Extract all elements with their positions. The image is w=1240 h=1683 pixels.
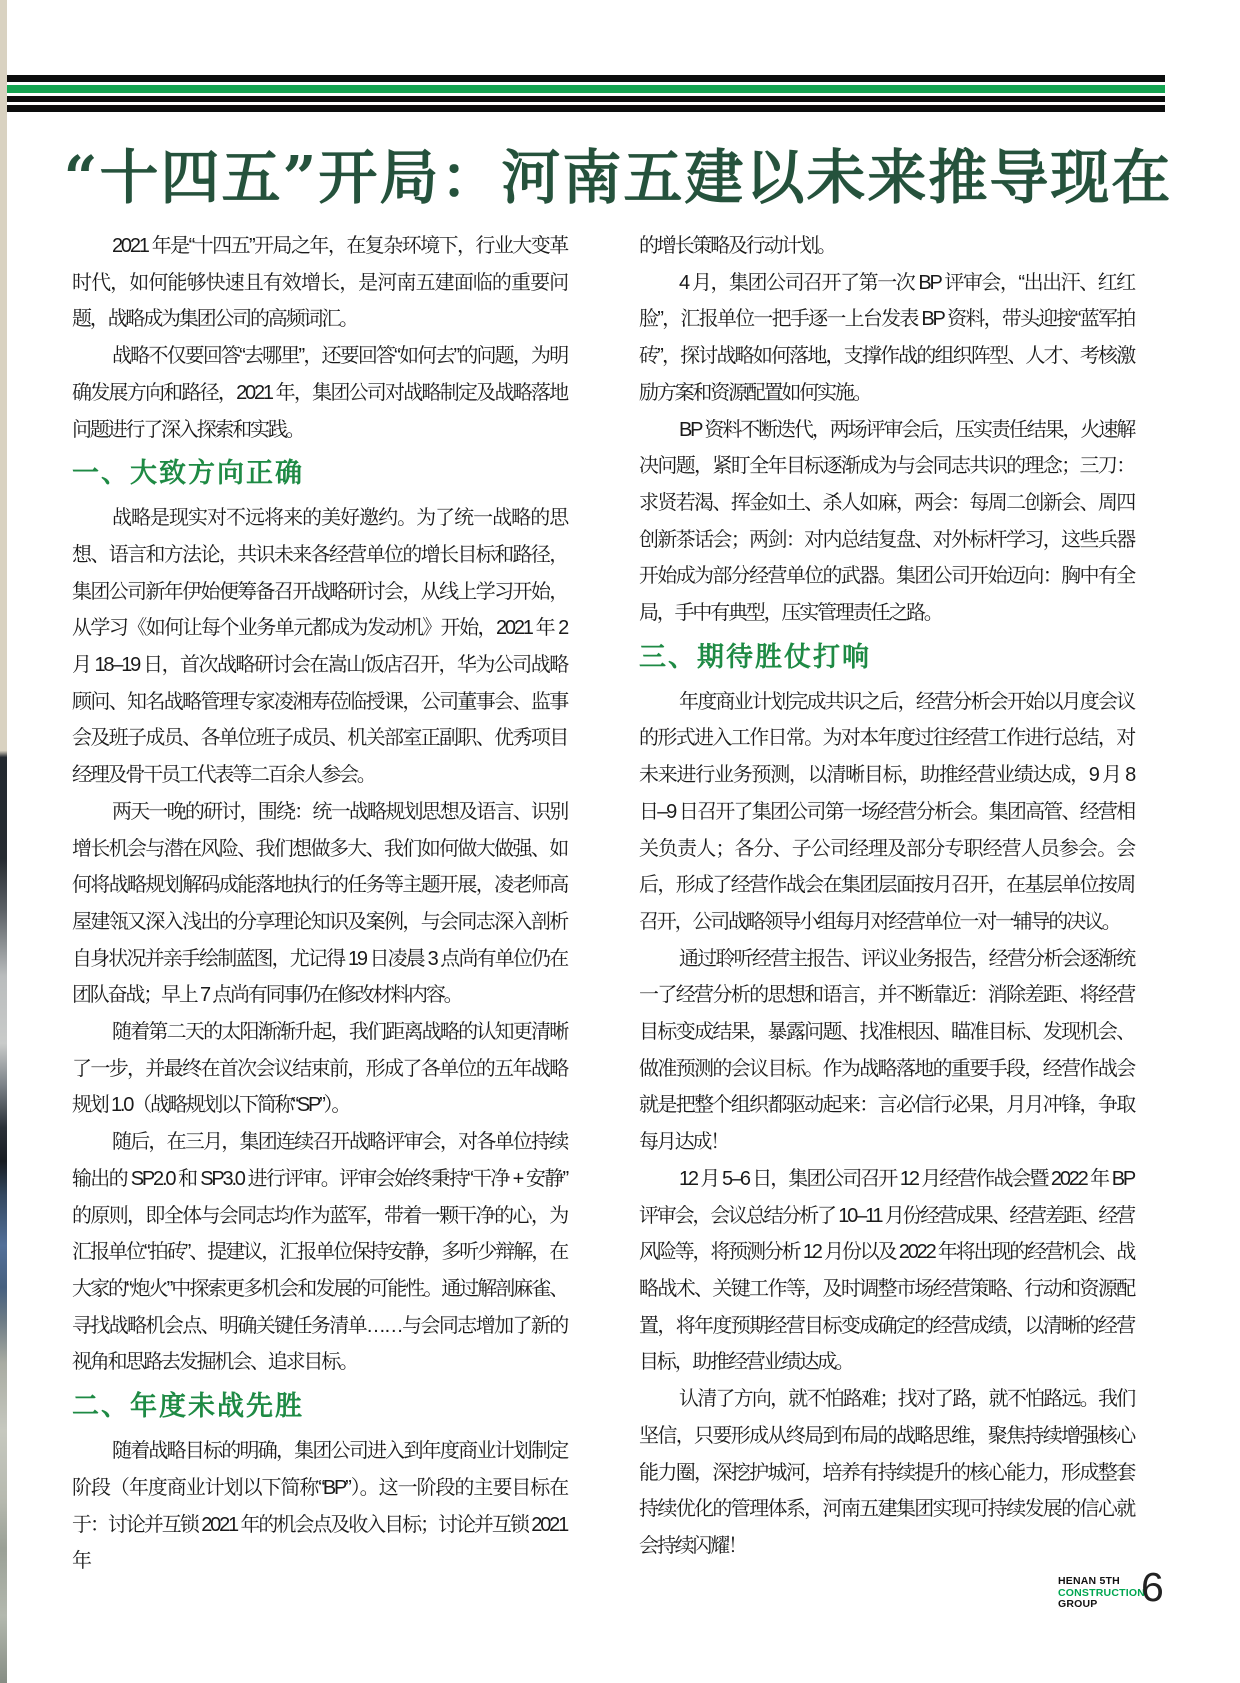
paragraph: 年度商业计划完成共识之后，经营分析会开始以月度会议的形式进入工作日常。为对本年度过往经营工作进行总结，对未来进行业务预测，以清晰目标，助推经营业绩达成，9 月 8 日–9 日召开了集团公司第一场经营分析会。集团高管、经营相关负责人；各分、子公司经理及部分专职经营人员参会。会后，形成了经营作战会在集团层面按月召开，在基层单位按周召开，公司战略领导小组每月对经营单位一对一辅导的决议。 (639, 690, 1134, 933)
paragraph: 随着战略目标的明确，集团公司进入到年度商业计划制定阶段（年度商业计划以下简称“BP”）。这一阶段的主要目标在于：讨论并互锁 2021 年的机会点及收入目标；讨论并互锁 2021 年 (72, 1440, 567, 1573)
header-rule-green (7, 85, 1165, 93)
scanned-page-edge (0, 0, 7, 1683)
paragraph: 12 月 5–6 日，集团公司召开 12 月经营作战会暨 2022 年 BP 评审会，会议总结分析了 10–11 月份经营成果、经营差距、经营风险等，将预测分析 12 月份以及 2022 年将出现的经营机会、战略战术、关键工作等，及时调整市场经营策略、行动和资源配置，将年度预期经营目标变成确定的经营成绩，以清晰的经营目标，助推经营业绩达成。 (639, 1167, 1134, 1374)
page-number: 6 (1141, 1564, 1164, 1610)
section-heading-1: 一、大致方向正确 (72, 458, 304, 490)
paragraph: 战略是现实对不远将来的美好邀约。为了统一战略的思想、语言和方法论，共识未来各经营单位的增长目标和路径，集团公司新年伊始便筹备召开战略研讨会，从线上学习开始，从学习《如何让每个业务单元都成为发动机》开始，2021 年 2 月 18–19 日，首次战略研讨会在嵩山饭店召开，华为公司战略顾问、知名战略管理专家凌湘寿莅临授课，公司董事会、监事会及班子成员、各单位班子成员、机关部室正副职、优秀项目经理及骨干员工代表等二百余人参会。 (72, 507, 567, 787)
header-rule-black-1 (7, 75, 1165, 82)
article-body (72, 228, 1134, 1580)
paragraph: 战略不仅要回答“去哪里”，还要回答“如何去”的问题，为明确发展方向和路径，2021 年，集团公司对战略制定及战略落地问题进行了深入探索和实践。 (72, 345, 567, 441)
section-heading-3: 三、期待胜仗打响 (639, 641, 871, 673)
paragraph: 4 月，集团公司召开了第一次 BP 评审会，“出出汗、红红脸”，汇报单位一把手逐一上台发表 BP 资料，带头迎接“蓝军拍砖”，探讨战略如何落地，支撑作战的组织阵型、人才、考核激励方案和资源配置如何实施。 (639, 271, 1134, 404)
header-rules (7, 75, 1165, 112)
article-title: “十四五”开局：河南五建以未来推导现在 (63, 143, 1173, 212)
paragraph: BP 资料不断迭代，两场评审会后，压实责任结果，火速解决问题，紧盯全年目标逐渐成为与会同志共识的理念；三刀：求贤若渴、挥金如土、杀人如麻，两会：每周二创新会、周四创新茶话会；两剑：对内总结复盘、对外标杆学习，这些兵器开始成为部分经营单位的武器。集团公司开始迈向：胸中有全局，手中有典型，压实管理责任之路。 (639, 418, 1134, 625)
paragraph: 随着第二天的太阳渐渐升起，我们距离战略的认知更清晰了一步，并最终在首次会议结束前，形成了各单位的五年战略规划 1.0（战略规划以下简称“SP”）。 (72, 1021, 567, 1117)
logo-line-2: CONSTRUCTION (1058, 1586, 1145, 1599)
paragraph: 通过聆听经营主报告、评议业务报告，经营分析会逐渐统一了经营分析的思想和语言，并不断靠近：消除差距、将经营目标变成结果，暴露问题、找准根因、瞄准目标、发现机会、做准预测的会议目标。作为战略落地的重要手段，经营作战会就是把整个组织都驱动起来：言必信行必果，月月冲锋，争取每月达成！ (639, 947, 1134, 1154)
logo-line-1: HENAN 5TH (1058, 1575, 1120, 1587)
logo-line-3: GROUP (1058, 1598, 1098, 1610)
paragraph: 2021 年是“十四五”开局之年，在复杂环境下，行业大变革时代，如何能够快速且有效增长，是河南五建面临的重要问题，战略成为集团公司的高频词汇。 (72, 235, 567, 331)
left-column (72, 228, 567, 1580)
right-column (639, 228, 1134, 1580)
paragraph: 随后，在三月，集团连续召开战略评审会，对各单位持续输出的 SP2.0 和 SP3.0 进行评审。评审会始终秉持“干净 + 安静”的原则，即全体与会同志均作为蓝军，带着一颗干净的心，为汇报单位“拍砖”、提建议，汇报单位保持安静，多听少辩解，在大家的“炮火”中探索更多机会和发展的可能性。通过解剖麻雀、寻找战略机会点、明确关键任务清单……与会同志增加了新的视角和思路去发掘机会、追求目标。 (72, 1131, 567, 1374)
henan-5th-construction-group-logo (1058, 1576, 1145, 1611)
header-rule-black-2 (7, 96, 1165, 102)
paragraph: 认清了方向，就不怕路难；找对了路，就不怕路远。我们坚信，只要形成从终局到布局的战略思维，聚焦持续增强核心能力圈，深挖护城河，培养有持续提升的核心能力，形成整套持续优化的管理体系，河南五建集团实现可持续发展的信心就会持续闪耀！ (639, 1388, 1134, 1557)
paragraph: 两天一晚的研讨，围绕：统一战略规划思想及语言、识别增长机会与潜在风险、我们想做多大、我们如何做大做强、如何将战略规划解码成能落地执行的任务等主题开展，凌老师高屋建瓴又深入浅出的分享理论知识及案例，与会同志深入剖析自身状况并亲手绘制蓝图，尤记得 19 日凌晨 3 点尚有单位仍在团队奋战；早上 7 点尚有同事仍在修改材料内容。 (72, 800, 567, 1007)
section-heading-2: 二、年度未战先胜 (72, 1391, 304, 1423)
paragraph-continuation: 的增长策略及行动计划。 (639, 235, 835, 257)
header-rule-black-3 (7, 105, 1165, 112)
